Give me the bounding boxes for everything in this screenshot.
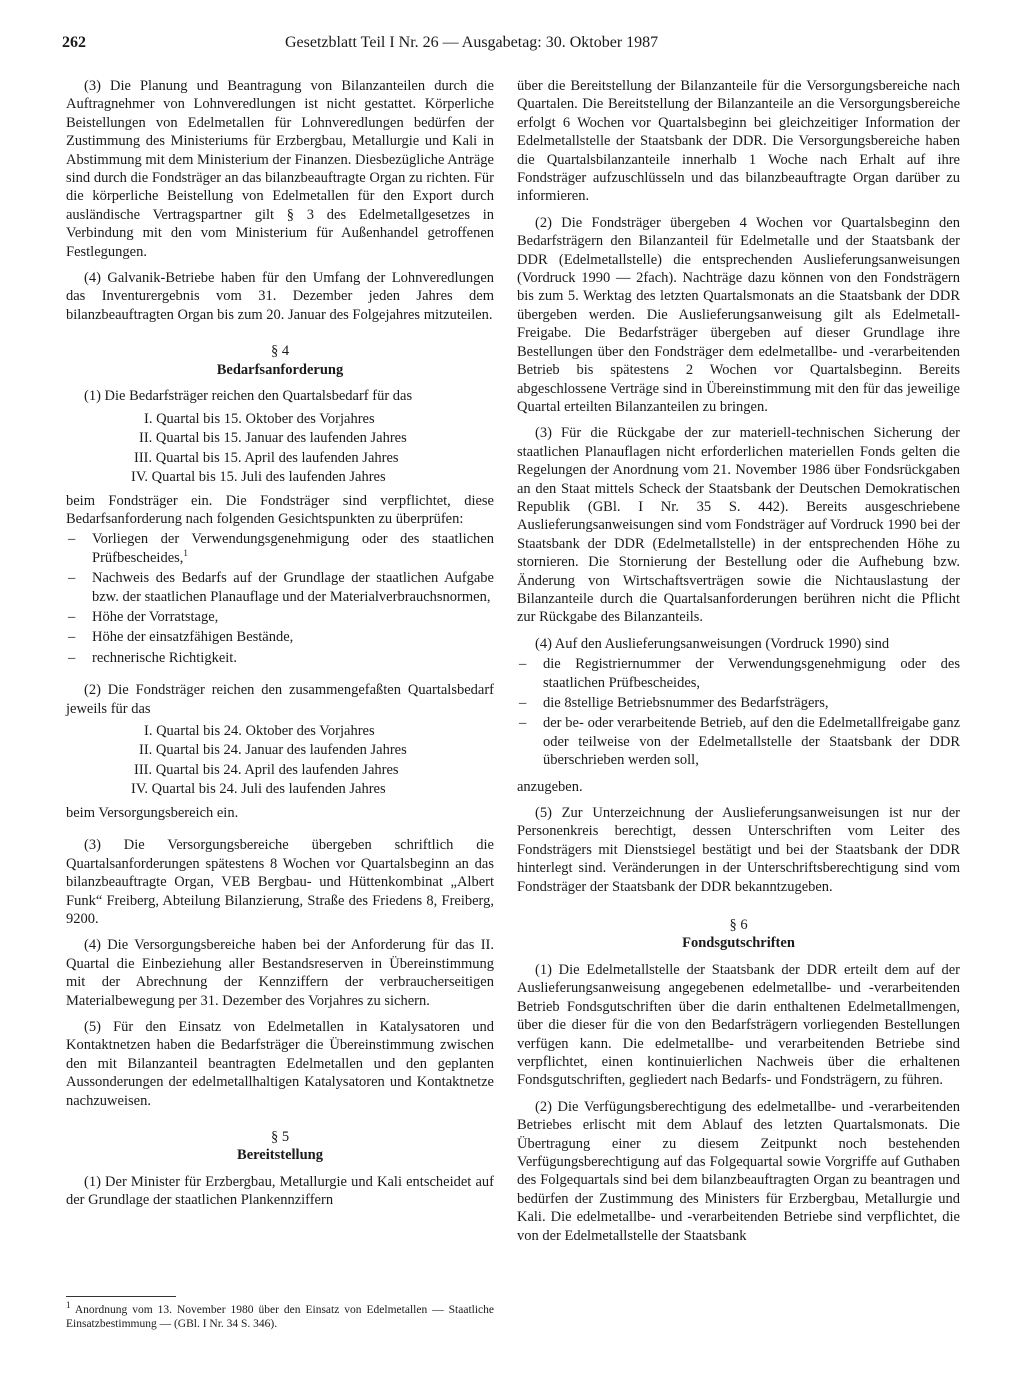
section-6-number: § 6 (729, 917, 748, 934)
list-item (66, 530, 494, 567)
paragraph-4-2-intro: (2) Die Fondsträger reichen den zusammengefaßten Quartalsbedarf jeweils für das (66, 682, 494, 717)
paragraph-5-1: (1) Der Minister für Erzbergbau, Metallurgie und Kali entscheidet auf der Grundlage der staatlichen Plankennziffern (66, 1173, 494, 1209)
dash-mark: – (519, 656, 527, 673)
date-item: II. Quartal bis 24. Januar des laufenden Jahres (139, 742, 407, 759)
list-item (517, 655, 960, 692)
left-column (66, 77, 494, 1218)
dash-mark: – (519, 695, 527, 711)
dash-mark: – (519, 715, 527, 732)
paragraph-4-1-after: beim Fondsträger ein. Die Fondsträger sind verpflichtet, diese Bedarfsanforderung nach folgenden Gesichtspunkten zu überprüfen: (66, 492, 494, 527)
footnote (66, 1300, 494, 1331)
date-item: III. Quartal bis 15. April des laufenden Jahres (134, 449, 399, 466)
date-list-4-1 (66, 410, 494, 488)
section-4-number: § 4 (270, 343, 290, 360)
footnote-mark: 1 (66, 1300, 71, 1311)
paragraph-5-1-continued: über die Bereitstellung der Bilanzanteile für die Versorgungsbereiche nach Quartalen. Die Bereitstellung der Bilanzanteile an die Versorgungsbereiche erfolgt 6 Wochen vor Quartalsbeginn bei gleichzeitiger Information der Edelmetallstelle der Staatsbank der DDR. Die Versorgungsbereiche haben die Quartalsbilanzanteile innerhalb 1 Woche nach Erhalt auf ihre Fondsträger aufzuschlüsseln und das bilanzbeauftragte Organ darüber zu informieren. (517, 78, 960, 205)
list-item (66, 608, 494, 626)
dash-mark: – (68, 629, 76, 646)
date-item: I. Quartal bis 15. Oktober des Vorjahres (144, 410, 375, 427)
paragraph-5-5: (5) Zur Unterzeichnung der Auslieferungsanweisungen ist nur der Personenkreis berechtigt, dessen Unterschriften vom Leiter des Fondsträgers mit Dienstsiegel bestätigt und bei der Staatsbank der DDR hinterlegt sind. Veränderungen in der Unterschriftsberechtigung sind vom Fondsträger der Staatsbank der DDR bekanntzugeben. (517, 805, 960, 895)
paragraph-4-5: (5) Für den Einsatz von Edelmetallen in Katalysatoren und Kontaktnetzen haben die Bedarfsträger die Übereinstimmung zwischen den mit Bilanzanteil beantragten Edelmetallen und den geplanten Aussonderungen der edelmetallhaltigen Katalysatoren und Kontaktnetze nachzuweisen. (66, 1019, 494, 1109)
paragraph-5-4-intro: (4) Auf den Auslieferungsanweisungen (Vordruck 1990) sind (535, 635, 890, 652)
page-number: 262 (62, 34, 86, 51)
list-item (66, 628, 494, 646)
list-item-text: rechnerische Richtigkeit. (92, 649, 237, 666)
dash-mark: – (68, 649, 76, 666)
list-item-text: Nachweis des Bedarfs auf der Grundlage der staatlichen Aufgabe bzw. der staatlichen Planauflage und der Materialverbrauchsnormen, (92, 570, 494, 605)
paragraph-5-3: (3) Für die Rückgabe der zur materiell-technischen Sicherung der staatlichen Planauflagen nicht erforderlichen materiellen Fonds gelten die Regelungen der Anordnung vom 21. November 1986 über Fondsrückgaben an den Staat mittels Scheck der Staatsbank der Deutschen Demokratischen Republik (GBl. I Nr. 35 S. 442). Bereits ausgeschriebene Auslieferungsanweisungen sind vom Fondsträger auf Vordruck 1990 bei der Staatsbank der DDR (Edelmetallstelle) in der entsprechenden Höhe zu stornieren. Die Stornierung der Bestellung oder die Aufhebung bzw. Änderung von Wirtschaftsverträgen sowie die Nichtauslastung der Bilanzanteile durch die Quartalsanforderungen berühren nicht die Pflicht zur Rückgabe des Bilanzanteils. (517, 425, 960, 626)
date-item: III. Quartal bis 24. April des laufenden Jahres (134, 761, 399, 778)
date-list-4-2 (66, 722, 494, 800)
section-6-title: Fondsgutschriften (682, 935, 795, 952)
list-item (66, 649, 494, 667)
section-4-title: Bedarfsanforderung (216, 361, 344, 378)
check-list (66, 530, 494, 667)
list-item-text: der be- oder verarbeitende Betrieb, auf den die Edelmetallfreigabe ganz oder teilweise von der Edelmetallstelle der Staatsbank der DDR überschrieben werden soll, (543, 715, 960, 769)
dash-mark: – (68, 570, 76, 587)
list-item-text: die 8stellige Betriebsnummer des Bedarfsträgers, (543, 695, 829, 711)
paragraph-4-2-after: beim Versorgungsbereich ein. (66, 804, 239, 821)
footnote-ref: 1 (183, 547, 188, 558)
paragraph-6-2: (2) Die Verfügungsberechtigung des edelmetallbe- und -verarbeitenden Betriebes erlischt mit dem Ablauf des letzten Quartalsmonats. Die Übertragung einer zu diesem Zeitpunkt noch bestehenden Verfügungsberechtigung auf das Folgequartal sowie Vorgriffe auf Guthaben des Folgequartals sind bei dem bilanzbeauftragten Organ zu beantragen und bedürfen der Zustimmung des Ministers für Erzbergbau, Metallurgie und Kali. Die edelmetallbe- und -verarbeitenden Betriebe sind verpflichtet, die von der Edelmetallstelle der Staatsbank (517, 1098, 960, 1244)
running-header-title: Gesetzblatt Teil I Nr. 26 — Ausgabetag: 30. Oktober 1987 (285, 34, 659, 51)
list-item-text: Höhe der Vorratstage, (92, 608, 219, 625)
requirements-list (517, 655, 960, 769)
list-item (517, 694, 960, 712)
paragraph-3-3: (3) Die Planung und Beantragung von Bilanzanteilen durch die Auftragnehmer von Lohnveredlungen ist nicht gestattet. Körperliche Beistellungen von Edelmetallen für Lohnveredlungen bedürfen der Zustimmung des Ministeriums für Erzbergbau, Metallurgie und Kali in Abstimmung mit dem Ministerium der Finanzen. Diesbezügliche Anträge sind durch die Fondsträger an das bilanzbeauftragte Organ zu richten. Für die körperliche Beistellung von Edelmetallen für den Export durch ausländische Vertragspartner gilt § 3 des Edelmetallgesetzes in Verbindung mit den vom Ministerium für Außenhandel getroffenen Festlegungen. (66, 78, 494, 260)
page-header (62, 34, 962, 58)
paragraph-4-4: (4) Die Versorgungsbereiche haben bei der Anforderung für das II. Quartal die Einbeziehung aller Bestandsreserven in Übereinstimmung mit der Abrechnung der Kennziffern der verbraucherseitigen Materialbewegung per 31. Dezember des Vorjahres zu sichern. (66, 937, 494, 1009)
paragraph-5-4-after: anzugeben. (517, 778, 583, 795)
date-item: II. Quartal bis 15. Januar des laufenden Jahres (139, 430, 407, 446)
paragraph-4-1-intro: (1) Die Bedarfsträger reichen den Quartalsbedarf für das (84, 388, 413, 405)
list-item (517, 714, 960, 769)
paragraph-5-2: (2) Die Fondsträger übergeben 4 Wochen vor Quartalsbeginn den Bedarfsträgern den Bilanzanteil für Edelmetalle und der Staatsbank der DDR (Edelmetallstelle) die entsprechenden Auslieferungsanweisungen (Vordruck 1990 — 2fach). Nachträge dazu können von den Fondsträgern bis zum 5. Werktag des letzten Quartalsmonats an die Staatsbank der DDR übergeben werden. Die Auslieferungsanweisung gilt als Edelmetall-Freigabe. Die Bedarfsträger übergeben auf dieser Grundlage ihre Bestellungen über den Fondsträger dem edelmetallbe- und -verarbeitenden Betrieb bis spätestens 2 Wochen vor Quartalsbeginn. Bereits abgeschlossene Verträge sind in Übereinstimmung mit den für das jeweilige Quartal erteilten Bilanzanteilen zu bringen. (517, 214, 960, 415)
section-5-title: Bereitstellung (237, 1147, 323, 1164)
list-item-text: Vorliegen der Verwendungsgenehmigung oder des staatlichen Prüfbescheides, (92, 531, 494, 566)
footnote-text: Anordnung vom 13. November 1980 über den Einsatz von Edelmetallen — Staatliche Einsatzbestimmung — (GBl. I Nr. 34 S. 346). (66, 1304, 494, 1330)
paragraph-4-3: (3) Die Versorgungsbereiche übergeben schriftlich die Quartalsanforderungen spätestens 8 Wochen vor Quartalsbeginn an das bilanzbeauftragte Organ, VEB Bergbau- und Hüttenkombinat „Albert Funk“ Freiberg, Abteilung Bilanzierung, Straße des Friedens 8, Freiberg, 9200. (66, 837, 494, 927)
right-column (517, 77, 960, 1253)
list-item (66, 569, 494, 606)
dash-mark: – (68, 608, 76, 625)
date-item: I. Quartal bis 24. Oktober des Vorjahres (144, 722, 375, 739)
date-item: IV. Quartal bis 15. Juli des laufenden Jahres (131, 469, 386, 485)
list-item-text: Höhe der einsatzfähigen Bestände, (92, 629, 294, 646)
dash-mark: – (68, 531, 76, 548)
paragraph-3-4: (4) Galvanik-Betriebe haben für den Umfang der Lohnveredlungen das Inventurergebnis vom 31. Dezember jeden Jahres dem bilanzbeauftragten Organ bis zum 20. Januar des Folgejahres mitzuteilen. (66, 270, 494, 323)
paragraph-6-1: (1) Die Edelmetallstelle der Staatsbank der DDR erteilt dem auf der Auslieferungsanweisung angegebenen edelmetallbe- und -verarbeitenden Betrieb Fondsgutschriften über die darin enthaltenen Edelmetallmengen, über die dieser für die von den Bedarfsträgern vorliegenden Bestellungen verfügen kann. Die edelmetallbe- und verarbeitenden Betriebe sind verpflichtet, einen kontinuierlichen Nachweis über die erhaltenen Fondsgutschriften, gegliedert nach Bedarfs- und Fondsträgern, zu führen. (517, 961, 960, 1089)
section-5-number: § 5 (270, 1129, 290, 1146)
footnote-divider (66, 1296, 176, 1297)
list-item-text: die Registriernummer der Verwendungsgenehmigung oder des staatlichen Prüfbescheides, (543, 656, 960, 691)
date-item: IV. Quartal bis 24. Juli des laufenden Jahres (131, 781, 386, 798)
